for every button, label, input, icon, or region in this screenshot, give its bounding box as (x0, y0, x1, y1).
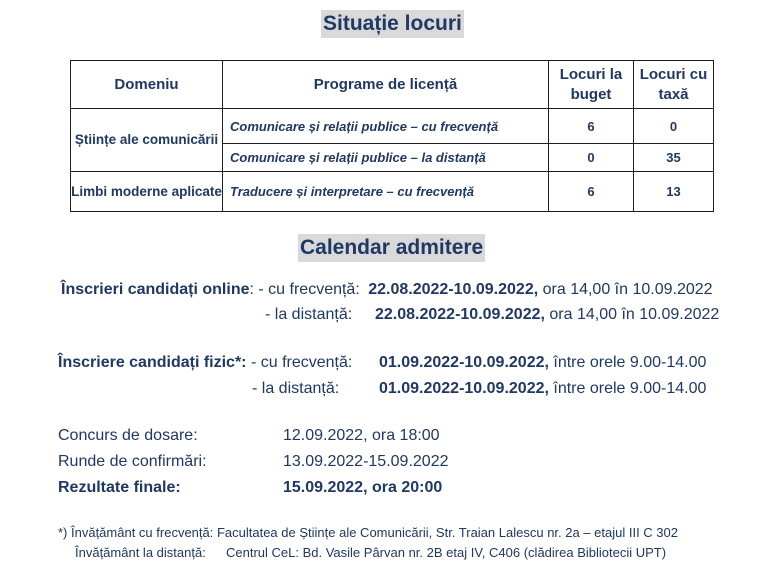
program-cell: Comunicare și relații publice – cu frecvență (223, 109, 549, 144)
physical-distance-line: 01.09.2022-10.09.2022, între orele 9.00-14.00 (379, 380, 707, 397)
budget-cell: 6 (549, 109, 634, 144)
domain-cell: Limbi moderne aplicate (71, 172, 223, 212)
tax-cell: 0 (634, 109, 714, 144)
header-domain: Domeniu (71, 61, 223, 109)
budget-cell: 0 (549, 144, 634, 172)
places-table (70, 60, 714, 212)
online-registration-line1: Înscrieri candidați online: - cu frecvență: 22.08.2022-10.09.2022, ora 14,00 în 10.09.2022 (61, 281, 713, 298)
schedule-label: Concurs de dosare: (58, 427, 198, 444)
program-cell: Comunicare și relații publice – la distanță (223, 144, 549, 172)
final-results-label: Rezultate finale: (58, 479, 181, 496)
table-header-row (71, 61, 714, 109)
schedule-value: 12.09.2022, ora 18:00 (283, 427, 440, 444)
header-programs: Programe de licență (223, 61, 549, 109)
header-tax: Locuri cu taxă (634, 61, 714, 109)
footnote-line2-label: Învățământ la distanță: (75, 545, 206, 560)
physical-frequency-dates: 01.09.2022-10.09.2022, (379, 354, 549, 371)
physical-registration-line2: - la distanță: (252, 380, 340, 397)
header-budget: Locuri la buget (549, 61, 634, 109)
physical-frequency-line: 01.09.2022-10.09.2022, între orele 9.00-14.00 (379, 354, 707, 371)
budget-cell: 6 (549, 172, 634, 212)
online-frequency-dates: 22.08.2022-10.09.2022, (368, 281, 539, 298)
physical-registration-label: Înscriere candidați fizic*: (58, 354, 247, 371)
physical-registration-line1: Înscriere candidați fizic*: - cu frecvență: (58, 354, 353, 371)
tax-cell: 13 (634, 172, 714, 212)
physical-distance-dates: 01.09.2022-10.09.2022, (379, 380, 549, 397)
section-title-calendar: Calendar admitere (298, 234, 485, 262)
table-row (71, 172, 714, 212)
tax-cell: 35 (634, 144, 714, 172)
final-results-value: 15.09.2022, ora 20:00 (283, 479, 443, 496)
online-registration-label: Înscrieri candidați online (61, 281, 250, 298)
schedule-label: Runde de confirmări: (58, 453, 207, 470)
table-row (71, 109, 714, 144)
domain-cell: Științe ale comunicării (71, 109, 223, 172)
program-cell: Traducere și interpretare – cu frecvență (223, 172, 549, 212)
online-distance-dates: 22.08.2022-10.09.2022, (375, 306, 545, 323)
online-registration-line2: - la distanță: (265, 306, 353, 323)
section-title-places: Situație locuri (321, 10, 464, 38)
online-distance-line: 22.08.2022-10.09.2022, ora 14,00 în 10.09.2022 (375, 306, 720, 323)
footnote-line1: *) Învățământ cu frecvență: Facultatea de Științe ale Comunicării, Str. Traian Lalescu nr. 2a – etajul III C 302 (58, 525, 678, 540)
schedule-value: 13.09.2022-15.09.2022 (283, 453, 449, 470)
footnote-line2-text: Centrul CeL: Bd. Vasile Pârvan nr. 2B etaj IV, C406 (clădirea Bibliotecii UPT) (226, 545, 667, 560)
